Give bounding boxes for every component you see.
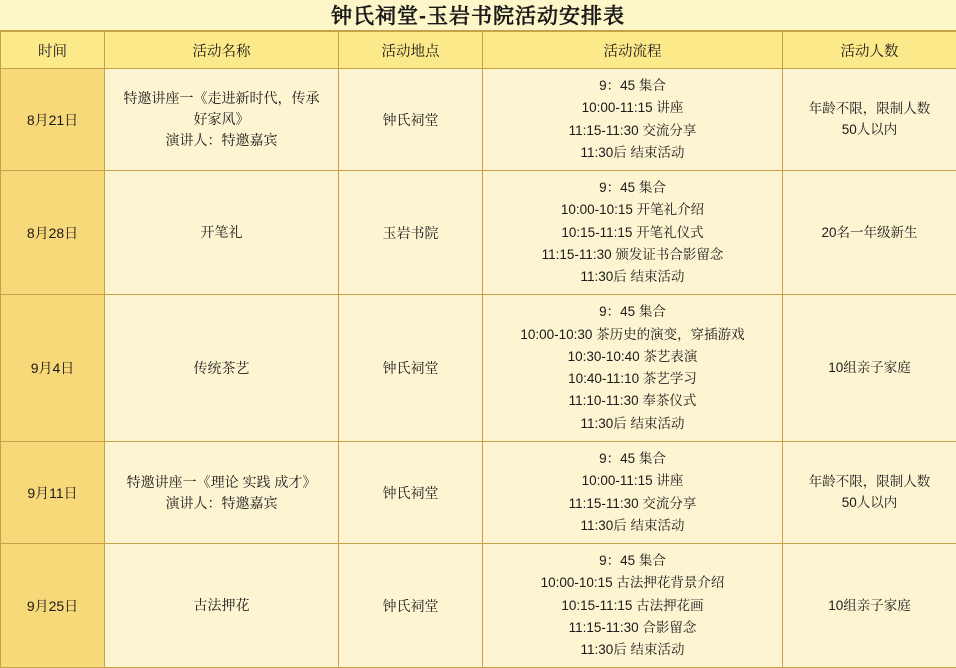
cell-participants	[783, 69, 956, 171]
cell-date: 9月11日	[1, 441, 105, 543]
participants-line: 年龄不限，限制人数	[791, 99, 948, 119]
schedule-line: 10:40-11:10 茶艺学习	[491, 368, 774, 390]
cell-date: 9月25日	[1, 544, 105, 668]
cell-date: 9月4日	[1, 295, 105, 442]
cell-activity-name	[105, 441, 339, 543]
schedule-table	[0, 31, 956, 668]
cell-participants	[783, 544, 956, 668]
cell-schedule	[483, 69, 783, 171]
cell-schedule	[483, 544, 783, 668]
participants-line: 10组亲子家庭	[791, 358, 948, 378]
cell-location: 钟氏祠堂	[339, 295, 483, 442]
schedule-line: 11:30后 结束活动	[491, 413, 774, 435]
schedule-line: 10:15-11:15 开笔礼仪式	[491, 222, 774, 244]
table-row	[1, 544, 956, 668]
participants-line: 50人以内	[791, 493, 948, 513]
schedule-line: 9：45 集合	[491, 550, 774, 572]
column-header-schedule: 活动流程	[483, 32, 783, 69]
table-row	[1, 295, 956, 442]
page-title: 钟氏祠堂-玉岩书院活动安排表	[331, 0, 625, 30]
participants-line: 20名一年级新生	[791, 223, 948, 243]
cell-activity-name	[105, 171, 339, 295]
column-header-time: 时间	[1, 32, 105, 69]
participants-line: 年龄不限，限制人数	[791, 472, 948, 492]
schedule-line: 10:00-11:15 讲座	[491, 470, 774, 492]
cell-location: 钟氏祠堂	[339, 441, 483, 543]
column-header-location: 活动地点	[339, 32, 483, 69]
cell-schedule	[483, 295, 783, 442]
cell-location: 玉岩书院	[339, 171, 483, 295]
cell-participants	[783, 295, 956, 442]
schedule-line: 10:00-10:15 古法押花背景介绍	[491, 572, 774, 594]
column-header-participants: 活动人数	[783, 32, 956, 69]
schedule-line: 11:30后 结束活动	[491, 266, 774, 288]
activity-name-line: 传统茶艺	[115, 358, 328, 379]
schedule-line: 11:15-11:30 交流分享	[491, 120, 774, 142]
cell-activity-name	[105, 69, 339, 171]
cell-activity-name	[105, 544, 339, 668]
schedule-line: 11:15-11:30 颁发证书合影留念	[491, 244, 774, 266]
schedule-line: 11:15-11:30 合影留念	[491, 617, 774, 639]
table-row	[1, 171, 956, 295]
activity-name-line: 演讲人：特邀嘉宾	[115, 493, 328, 514]
activity-name-line: 开笔礼	[115, 222, 328, 243]
table-header	[1, 32, 956, 69]
schedule-line: 10:00-10:15 开笔礼介绍	[491, 199, 774, 221]
cell-date: 8月28日	[1, 171, 105, 295]
schedule-line: 9：45 集合	[491, 448, 774, 470]
participants-line: 50人以内	[791, 120, 948, 140]
schedule-line: 11:30后 结束活动	[491, 639, 774, 661]
activity-name-line: 演讲人：特邀嘉宾	[115, 130, 328, 151]
schedule-line: 10:00-10:30 茶历史的演变，穿插游戏	[491, 324, 774, 346]
cell-participants	[783, 171, 956, 295]
schedule-line: 10:15-11:15 古法押花画	[491, 595, 774, 617]
schedule-line: 11:15-11:30 交流分享	[491, 493, 774, 515]
table-body	[1, 69, 956, 668]
table-row	[1, 69, 956, 171]
table-row	[1, 441, 956, 543]
schedule-line: 9：45 集合	[491, 301, 774, 323]
cell-schedule	[483, 441, 783, 543]
activity-name-line: 特邀讲座一《走进新时代，传承	[115, 88, 328, 109]
header-row	[1, 32, 956, 69]
schedule-line: 9：45 集合	[491, 75, 774, 97]
column-header-activity-name: 活动名称	[105, 32, 339, 69]
schedule-line: 10:30-10:40 茶艺表演	[491, 346, 774, 368]
participants-line: 10组亲子家庭	[791, 596, 948, 616]
cell-schedule	[483, 171, 783, 295]
schedule-line: 10:00-11:15 讲座	[491, 97, 774, 119]
cell-activity-name	[105, 295, 339, 442]
cell-location: 钟氏祠堂	[339, 69, 483, 171]
document-title-bar	[0, 0, 956, 31]
schedule-line: 11:30后 结束活动	[491, 142, 774, 164]
cell-date: 8月21日	[1, 69, 105, 171]
cell-participants	[783, 441, 956, 543]
activity-name-line: 好家风》	[115, 109, 328, 130]
schedule-line: 11:10-11:30 奉茶仪式	[491, 390, 774, 412]
activity-name-line: 特邀讲座一《理论 实践 成才》	[115, 472, 328, 493]
cell-location: 钟氏祠堂	[339, 544, 483, 668]
activity-name-line: 古法押花	[115, 595, 328, 616]
schedule-line: 9：45 集合	[491, 177, 774, 199]
schedule-line: 11:30后 结束活动	[491, 515, 774, 537]
